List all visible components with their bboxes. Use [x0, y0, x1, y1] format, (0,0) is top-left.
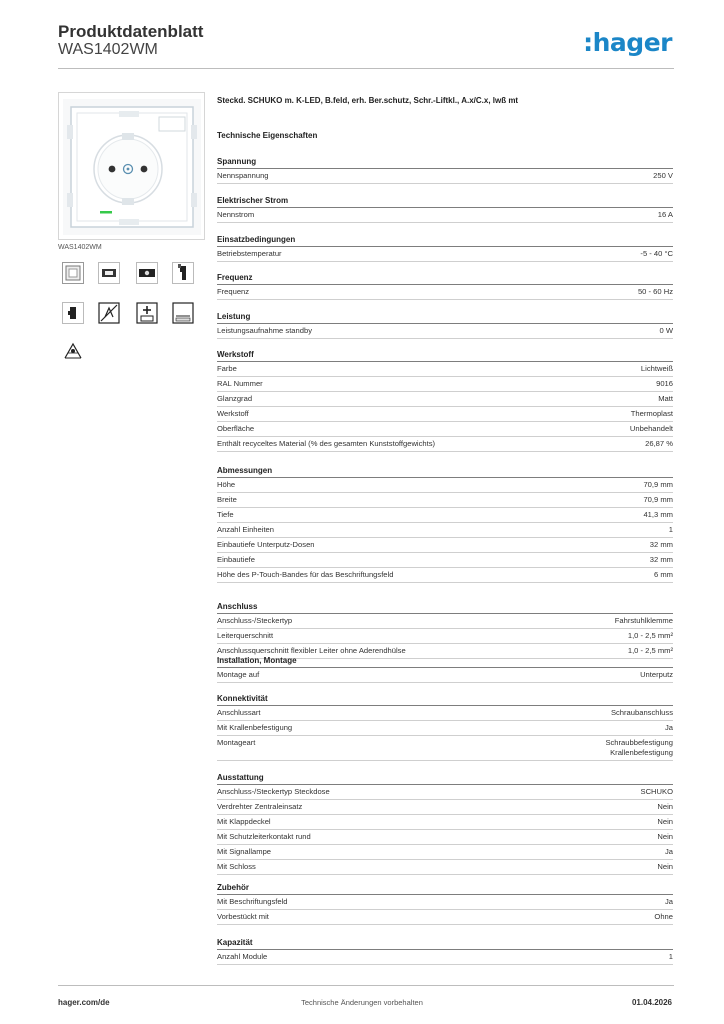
spec-row	[217, 668, 673, 683]
mounting-bracket-icon	[98, 262, 120, 284]
spec-row	[217, 493, 673, 508]
spec-value-text: Matt	[658, 394, 673, 403]
website-link[interactable]: hager.com/de	[58, 998, 110, 1007]
spec-row	[217, 895, 673, 910]
hager-logo: :hager	[583, 28, 672, 57]
spec-value	[640, 670, 673, 680]
spec-label: Mit Schloss	[217, 862, 256, 871]
spec-row	[217, 169, 673, 184]
spec-label: Leistungsaufnahme standby	[217, 326, 312, 335]
spec-value	[653, 171, 673, 181]
section-title: Werkstoff	[217, 348, 673, 362]
section-title: Zubehör	[217, 881, 673, 895]
spec-value-text: Ja	[664, 723, 673, 732]
spec-label: Nennspannung	[217, 171, 269, 180]
spec-label: Montageart	[217, 738, 256, 747]
spec-value	[645, 439, 673, 449]
spec-value-text: Nein	[657, 832, 673, 841]
spec-value	[615, 616, 673, 626]
spec-row	[217, 422, 673, 437]
section-title: Konnektivität	[217, 692, 673, 706]
installation-symbol-icon	[62, 340, 84, 362]
spec-label: Mit Beschriftungsfeld	[217, 897, 288, 906]
spec-label: Anschluss-/Steckertyp	[217, 616, 293, 625]
document-title: Produktdatenblatt	[58, 22, 204, 41]
spec-label: Mit Schutzleiterkontakt rund	[217, 832, 311, 841]
spec-section	[217, 600, 673, 659]
spec-row	[217, 736, 673, 761]
mounting-claw-icon	[172, 262, 194, 284]
spec-value	[669, 525, 673, 535]
spec-value	[605, 738, 673, 758]
spec-value	[656, 379, 673, 389]
socket-illustration	[59, 93, 206, 241]
spec-row	[217, 208, 673, 223]
section-title: Leistung	[217, 310, 673, 324]
spec-value	[641, 787, 674, 797]
spec-value-text: Thermoplast	[630, 409, 673, 418]
spec-value	[643, 510, 673, 520]
frame-icon	[62, 262, 84, 284]
spec-value-text: 1	[668, 525, 673, 534]
spec-section	[217, 233, 673, 262]
section-title: Anschluss	[217, 600, 673, 614]
footer-divider	[58, 985, 674, 986]
spec-value-text: 32 mm	[649, 555, 673, 564]
spec-value-text: Unbehandelt	[629, 424, 673, 433]
spec-value	[628, 631, 673, 641]
spec-value-text: Schraubbefestigung	[605, 738, 673, 747]
spec-value	[665, 897, 673, 907]
spec-value-text: -5 - 40 °C	[640, 249, 673, 258]
spec-row	[217, 830, 673, 845]
spec-label: Enthält recyceltes Material (% des gesamten Kunststoffgewichts)	[217, 439, 436, 448]
spec-value-text: 0 W	[659, 326, 673, 335]
spec-label: Mit Klappdeckel	[217, 817, 271, 826]
spec-section	[217, 771, 673, 875]
spec-section	[217, 271, 673, 300]
spec-label: Verdrehter Zentraleinsatz	[217, 802, 303, 811]
spec-value-text: Nein	[657, 862, 673, 871]
spec-label: RAL Nummer	[217, 379, 263, 388]
spec-value-text: Nein	[657, 802, 673, 811]
spec-value-text: 26,87 %	[645, 439, 673, 448]
header-divider	[58, 68, 674, 69]
spec-row	[217, 845, 673, 860]
spec-label: Farbe	[217, 364, 237, 373]
spec-value-text: Nein	[657, 817, 673, 826]
spec-value-text: 250 V	[653, 171, 673, 180]
spec-value-text: 1,0 - 2,5 mm²	[627, 631, 673, 640]
spec-label: Frequenz	[217, 287, 250, 296]
spec-row	[217, 538, 673, 553]
spec-row	[217, 706, 673, 721]
spec-value-text: 70,9 mm	[643, 495, 673, 504]
spec-label: Montage auf	[217, 670, 260, 679]
spec-label: Betriebstemperatur	[217, 249, 282, 258]
spec-label: Einbautiefe Unterputz-Dosen	[217, 540, 315, 549]
spec-row	[217, 247, 673, 262]
spec-value-text: Ja	[664, 847, 673, 856]
spec-row	[217, 407, 673, 422]
spec-label: Tiefe	[217, 510, 234, 519]
spec-value	[658, 210, 673, 220]
spec-value-text: 50 - 60 Hz	[637, 287, 673, 296]
spec-label: Anschluss-/Steckertyp Steckdose	[217, 787, 330, 796]
spec-value-text: 6 mm	[654, 570, 673, 579]
spec-row	[217, 478, 673, 493]
spec-value	[669, 952, 673, 962]
protection-class-icon	[136, 302, 158, 324]
spec-row	[217, 362, 673, 377]
product-image	[58, 92, 205, 240]
section-title: Abmessungen	[217, 464, 673, 478]
spec-section	[217, 692, 673, 761]
section-title: Kapazität	[217, 936, 673, 950]
spec-label: Leiterquerschnitt	[217, 631, 274, 640]
product-model-number: WAS1402WM	[58, 41, 158, 58]
section-title: Einsatzbedingungen	[217, 233, 673, 247]
spec-value	[650, 555, 673, 565]
page-header	[58, 20, 674, 68]
spec-section	[217, 348, 673, 452]
spec-label: Werkstoff	[217, 409, 249, 418]
spec-value	[643, 480, 673, 490]
spec-row	[217, 785, 673, 800]
spec-value	[641, 364, 673, 374]
spec-value-text: Fahrstuhlklemme	[614, 616, 673, 625]
section-title: Installation, Montage	[217, 654, 673, 668]
spec-section	[217, 194, 673, 223]
spec-row	[217, 553, 673, 568]
spec-label: Vorbestückt mit	[217, 912, 269, 921]
product-description: Steckd. SCHUKO m. K-LED, B.feld, erh. Ber.schutz, Schr.-Liftkl., A.x/C.x, lwß mt	[217, 96, 519, 105]
spec-value-text: Schraubanschluss	[610, 708, 673, 717]
spec-value-text: 1,0 - 2,5 mm²	[627, 646, 673, 655]
spec-value-text: Unterputz	[640, 670, 673, 679]
spec-section	[217, 310, 673, 339]
spec-value	[659, 326, 673, 336]
disclaimer-note: Technische Änderungen vorbehalten	[301, 998, 423, 1007]
spec-row	[217, 950, 673, 965]
spec-value	[657, 817, 673, 827]
image-caption: WAS1402WM	[58, 244, 102, 251]
spec-row	[217, 614, 673, 629]
socket-insert-icon	[136, 262, 158, 284]
spec-label: Breite	[217, 495, 237, 504]
section-title: Elektrischer Strom	[217, 194, 673, 208]
no-dismantle-icon	[98, 302, 120, 324]
spec-value	[643, 495, 673, 505]
spec-row	[217, 860, 673, 875]
spec-row	[217, 437, 673, 452]
spec-value-text: Lichtweiß	[640, 364, 673, 373]
spec-value	[611, 708, 673, 718]
document-date: 01.04.2026	[631, 998, 672, 1007]
spec-value-text: Krallenbefestigung	[610, 748, 673, 757]
spec-row	[217, 815, 673, 830]
spec-row	[217, 568, 673, 583]
spec-value	[640, 249, 673, 259]
spec-value-text: Ohne	[654, 912, 673, 921]
spec-label: Mit Signallampe	[217, 847, 272, 856]
spec-value-text: SCHUKO	[640, 787, 673, 796]
label-field-icon	[172, 302, 194, 324]
spec-row	[217, 508, 673, 523]
spec-value-text: 41,3 mm	[643, 510, 673, 519]
spec-value	[665, 847, 673, 857]
spec-section	[217, 654, 673, 683]
spec-value-text: 9016	[656, 379, 673, 388]
spec-label: Einbautiefe	[217, 555, 255, 564]
spec-value-text: 16 A	[657, 210, 673, 219]
spec-label: Anschlussquerschnitt flexibler Leiter ohne Aderendhülse	[217, 646, 406, 655]
spec-label: Glanzgrad	[217, 394, 253, 403]
spec-value-text: Ja	[664, 897, 673, 906]
spec-label: Mit Krallenbefestigung	[217, 723, 293, 732]
spec-label: Anzahl Module	[217, 952, 268, 961]
spec-label: Anzahl Einheiten	[217, 525, 274, 534]
spec-value-text: 70,9 mm	[643, 480, 673, 489]
spec-row	[217, 721, 673, 736]
technical-properties-heading: Technische Eigenschaften	[217, 131, 318, 140]
spec-label: Nennstrom	[217, 210, 255, 219]
spec-value	[650, 540, 673, 550]
section-title: Ausstattung	[217, 771, 673, 785]
spec-value-text: 1	[668, 952, 673, 961]
spec-value	[657, 802, 673, 812]
section-title: Frequenz	[217, 271, 673, 285]
spec-row	[217, 910, 673, 925]
wall-socket-icon	[62, 302, 84, 324]
spec-row	[217, 800, 673, 815]
spec-value	[654, 570, 673, 580]
spec-label: Anschlussart	[217, 708, 261, 717]
spec-row	[217, 629, 673, 644]
spec-value	[654, 912, 673, 922]
spec-value	[630, 424, 673, 434]
spec-section	[217, 881, 673, 925]
spec-label: Höhe	[217, 480, 236, 489]
spec-value	[657, 862, 673, 872]
spec-value	[631, 409, 673, 419]
spec-value-text: 32 mm	[649, 540, 673, 549]
spec-section	[217, 155, 673, 184]
spec-value	[657, 832, 673, 842]
spec-value	[658, 394, 673, 404]
spec-section	[217, 464, 673, 583]
section-title: Spannung	[217, 155, 673, 169]
spec-row	[217, 324, 673, 339]
spec-value	[638, 287, 673, 297]
spec-row	[217, 377, 673, 392]
spec-row	[217, 285, 673, 300]
spec-row	[217, 523, 673, 538]
spec-label: Oberfläche	[217, 424, 255, 433]
spec-row	[217, 392, 673, 407]
spec-label: Höhe des P-Touch-Bandes für das Beschriftungsfeld	[217, 570, 394, 579]
spec-section	[217, 936, 673, 965]
spec-value	[665, 723, 673, 733]
